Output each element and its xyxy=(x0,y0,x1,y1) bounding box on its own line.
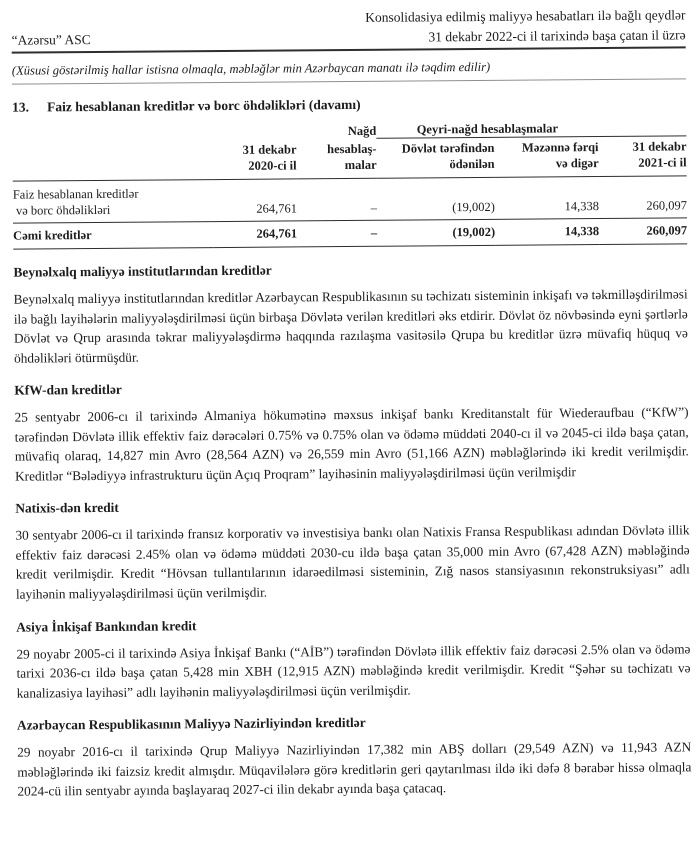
note-body: 30 sentyabr 2006-cı il tarixində fransız korporativ və investisiya bankı olan Natixis Fransa Respublikası adından Dövlətə illik effektiv faiz dərəcəsi 2.45% olan və ödəmə müddəti 2030-cu ildə başa çatan 35,000 min Avro (67,428 AZN) məbləğində kredit verilmişdir. Kredit “Hövsan tullantılarının idarəedilməsi sisteminin, Zığ nasos stansiyasının rekonstruksiyası” adlı layihənin maliyyələşdirilməsi üçün verilmişdir. xyxy=(15,522,690,602)
cell-state-paid: (19,002) xyxy=(377,219,495,246)
row-label: Faiz hesablanan kreditlər və borc öhdəlikləri xyxy=(13,179,213,223)
note-section-natixis xyxy=(15,496,690,604)
cell-fx-other: 14,338 xyxy=(495,219,599,246)
note-body: 29 noyabr 2005-ci il tarixində Asiya İnkişaf Bankı (“AİB”) tərəfindən Dövlətə illik effektiv faiz dərəcəsi 2.5% olan və ödəmə tarixi 2036-cı ildə başa çatan 5,428 min XBH (12,915 AZN) məbləğində kredit verilmişdir. Kredit “Şəhər su təchizatı və kanalizasiya layihəsi” adlı layihənin maliyyələşdirilməsi üçün verilmişdir. xyxy=(16,640,691,701)
col-header-closing: 31 dekabr 2021-ci il xyxy=(598,136,686,176)
cell-state-paid: (19,002) xyxy=(377,177,495,220)
group-header-noncash: Qeyri-nağd hesablaşmalar xyxy=(376,121,598,138)
company-name: “Azərsu” ASC xyxy=(11,32,91,48)
note-section-kfw xyxy=(14,378,689,486)
header-title-line1: Konsolidasiya edilmiş maliyyə hesabatları ilə bağlı qeydlər xyxy=(365,7,686,25)
note-heading: Azərbaycan Respublikasının Maliyyə Nazirliyindən kreditlər xyxy=(16,714,366,733)
note-section-finance-ministry xyxy=(17,712,692,801)
note-heading: Asiya İnkişaf Bankından kredit xyxy=(16,617,197,635)
note-body: Beynəlxalq maliyyə institutlarından kreditlər Azərbaycan Respublikasının su təchizatı sisteminin inkişafı və təkmilləşdirilməsi ilə bağlı layihələrin maliyyələşdirilməsi üçün birbaşa Dövlətə verilən kreditləri əks etdirir. Dövlət öz növbəsində eyni şərtlərlə Dövlət və Qrup arasında təkrar maliyyələşdirmə haqqında razılaşma vasitəsilə Qrupa bu kreditlər üzrə müvafiq hüquq və öhdəlikləri ötürmüşdür. xyxy=(13,286,688,366)
closing-column-overline xyxy=(598,120,686,136)
col-header-fx-other: Məzənnə fərqi və digər xyxy=(494,137,598,177)
note-heading: Beynəlxalq maliyyə institutlarından kreditlər xyxy=(13,262,272,280)
header-title-line2: 31 dekabr 2022-ci il tarixində başa çatan il üzrə xyxy=(428,26,686,44)
loans-movement-table xyxy=(12,120,687,249)
note-heading: KfW-dan kreditlər xyxy=(14,382,122,398)
col-header-cash: hesablaş- malar xyxy=(296,138,376,178)
header-title xyxy=(11,5,685,49)
table-row-interest-loans xyxy=(13,175,687,223)
note-section-international-loans xyxy=(13,259,688,367)
col-header-cash-line0: Nağd xyxy=(347,123,377,138)
cell-opening: 264,761 xyxy=(213,221,297,248)
cell-opening: 264,761 xyxy=(213,179,297,222)
column-headers-row xyxy=(12,136,686,181)
col-header-opening: 31 dekabr 2020-ci il xyxy=(212,139,296,179)
note-body: 25 sentyabr 2006-cı il tarixində Almaniya hökumətinə məxsus inkişaf bankı Kreditanstalt für Wiederaufbau (“KfW”) tərəfindən Dövlətə illik effektiv faiz dərəcələri 0.75% və 0.75% olan və ödəmə müddəti 2040-cı il və 2045-ci ildə başa çatan, müvafiq olaraq, 14,827 min Avro (28,564 AZN) və 26,559 min Avro (51,166 AZN) məbləğlərində iki kredit verilmişdir. Kreditlər “Bələdiyyə infrastrukturu üçün Açıq Proqram” layihəsinin maliyyələşdirilməsi üçün verilmişdir xyxy=(14,404,689,484)
measurement-disclaimer: (Xüsusi göstərilmiş hallar istisna olmaqla, məbləğlər min Azərbaycan manatı ilə təqdim edilir) xyxy=(12,58,686,84)
section-title-row xyxy=(12,94,686,115)
col-header-state-paid: Dövlət tərəfindən ödənilən xyxy=(376,137,494,177)
document-header xyxy=(11,5,685,49)
section-number: 13. xyxy=(12,99,30,115)
cell-cash: – xyxy=(297,220,377,247)
cell-cash: – xyxy=(297,178,377,221)
note-section-adb xyxy=(16,614,691,703)
row-label: Cəmi kreditlər xyxy=(13,222,213,250)
cell-closing: 260,097 xyxy=(599,175,687,218)
table-row-total-loans xyxy=(13,218,687,249)
cell-fx-other: 14,338 xyxy=(495,176,599,219)
note-body: 29 noyabr 2016-cı il tarixində Qrup Maliyyə Nazirliyindən 17,382 min ABŞ dolları (29,549 AZN) və 11,943 AZN məbləğlərində iki faizsiz kredit almışdır. Müqavilələrə görə kreditlərin geri qaytarılması ildə iki dəfə 8 bərabər hissə olmaqla 2024-cü ilin sentyabr ayında başlayaraq 2027-ci ilin dekabr ayında başa çatacaq. xyxy=(17,739,692,799)
note-heading: Natixis-dən kredit xyxy=(15,500,119,517)
cell-closing: 260,097 xyxy=(599,218,687,245)
section-title: Faiz hesablanan kreditlər və borc öhdəlikləri (davamı) xyxy=(47,97,361,115)
